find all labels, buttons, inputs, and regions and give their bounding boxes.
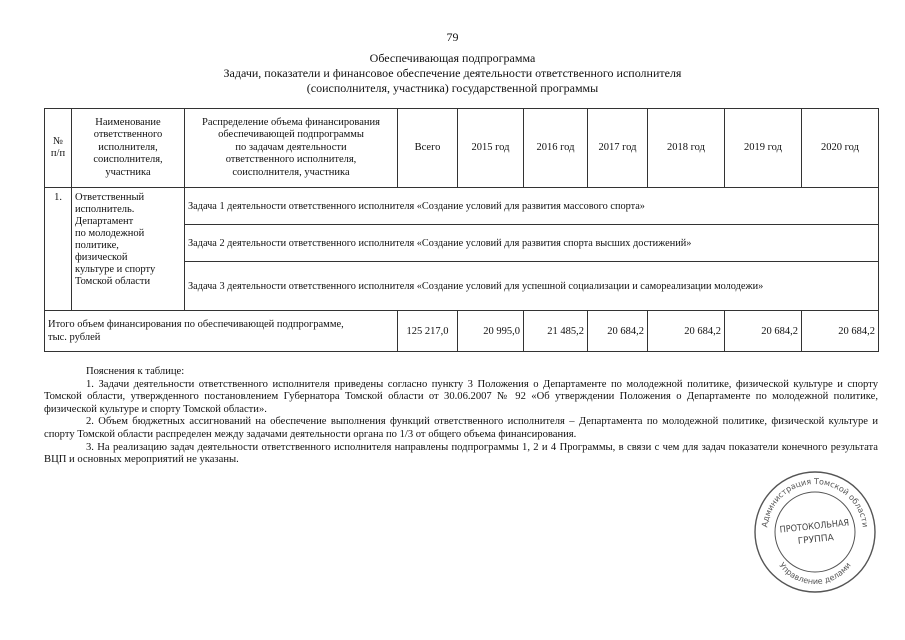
table-notes — [44, 366, 878, 467]
total-label: Итого объем финансирования по обеспечивающей подпрограмме, тыс. рублей — [45, 311, 398, 352]
header-year-2018: 2018 год — [648, 109, 725, 188]
note-1: 1. Задачи деятельности ответственного исполнителя приведены согласно пункту 3 Положения о Департаменте по молодежной политике, физической культуре и спорту Томской области, утвержденного постановлением Губернатора Томской области от 30.06.2007 № 92 «Об утверждении Положения о Департаменте по молодежной политике, физической культуре и спорту Томской области». — [44, 378, 878, 415]
header-year-2019: 2019 год — [725, 109, 802, 188]
header-year-2016: 2016 год — [524, 109, 588, 188]
total-all: 125 217,0 — [398, 311, 458, 352]
heading-line-1: Обеспечивающая подпрограмма — [369, 51, 536, 65]
stamp-center-line-2: ГРУППА — [797, 533, 835, 547]
executor-cell: Ответственный исполнитель. Департамент по молодежной политике, физической культуре и спорту Томской области — [72, 188, 185, 311]
total-row — [45, 311, 879, 352]
note-2: 2. Объем бюджетных ассигнований на обеспечение выполнения функций ответственного исполнителя – Департамента по молодежной политике, физической культуре и спорту Томской области распределен между задачами деятельности органа по 1/3 от общего объема финансирования. — [44, 416, 878, 440]
document-heading — [0, 51, 905, 96]
header-year-2015: 2015 год — [458, 109, 524, 188]
page-number: 79 — [446, 30, 459, 44]
stamp-bottom-text: Управление делами — [777, 560, 853, 587]
task-3: Задача 3 деятельности ответственного исполнителя «Создание условий для успешной социализации и самореализации молодежи» — [185, 262, 879, 311]
total-2020: 20 684,2 — [802, 311, 879, 352]
heading-line-3: (соисполнителя, участника) государственной программы — [306, 81, 599, 95]
note-3: 3. На реализацию задач деятельности ответственного исполнителя направлены подпрограммы 1, 2 и 4 Программы, в связи с чем для задач показатели конечного результата ВЦП и основных мероприятий не указаны. — [44, 441, 878, 466]
header-year-2017: 2017 год — [588, 109, 648, 188]
stamp-center-line-1: ПРОТОКОЛЬНАЯ — [779, 518, 850, 536]
stamp-top-text: Администрация Томской области — [760, 476, 870, 528]
header-num: № п/п — [45, 109, 72, 188]
notes-title: Пояснения к таблице: — [86, 366, 185, 377]
total-2015: 20 995,0 — [458, 311, 524, 352]
total-2017: 20 684,2 — [588, 311, 648, 352]
financing-table — [44, 108, 879, 352]
header-row — [45, 109, 879, 188]
total-2018: 20 684,2 — [648, 311, 725, 352]
task-1: Задача 1 деятельности ответственного исполнителя «Создание условий для развития массового спорта» — [185, 188, 879, 225]
stamp-outer-ring — [755, 472, 875, 592]
task-row-1 — [45, 188, 879, 225]
task-2: Задача 2 деятельности ответственного исполнителя «Создание условий для развития спорта высших достижений» — [185, 225, 879, 262]
official-stamp — [753, 470, 877, 594]
header-year-2020: 2020 год — [802, 109, 879, 188]
header-executor-name: Наименование ответственного исполнителя, соисполнителя, участника — [72, 109, 185, 188]
header-total: Всего — [398, 109, 458, 188]
header-distribution: Распределение объема финансирования обеспечивающей подпрограммы по задачам деятельности ответственного исполнителя, соисполнителя, участника — [185, 109, 398, 188]
total-2019: 20 684,2 — [725, 311, 802, 352]
heading-line-2: Задачи, показатели и финансовое обеспечение деятельности ответственного исполнителя — [223, 66, 682, 80]
row-number: 1. — [45, 188, 72, 311]
total-2016: 21 485,2 — [524, 311, 588, 352]
